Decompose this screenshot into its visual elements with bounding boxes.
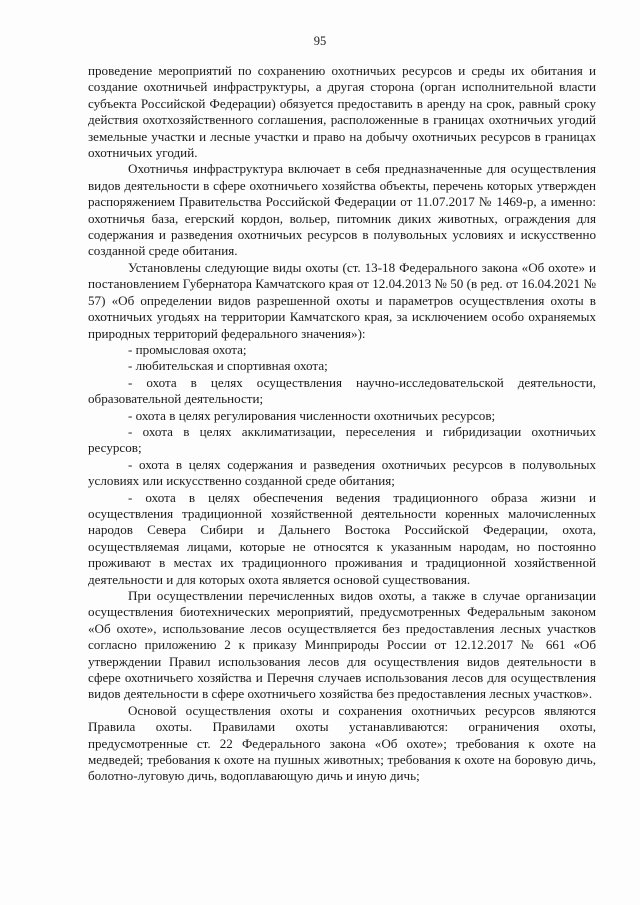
list-item-research: - охота в целях осуществления научно-исследовательской деятельности, образовательной деятельности; xyxy=(88,374,596,407)
paragraph-hunting-rules: Основой осуществления охоты и сохранения охотничьих ресурсов являются Правила охоты. Правилами охоты устанавливаются: ограничения охоты, предусмотренные ст. 22 Федерального закона «Об охоте»; требования к охоте на медведей; требования к охоте на пушных животных; требования к охоте на боровую дичь, болотно-луговую дичь, водоплавающую дичь и иную дичь; xyxy=(88,702,596,784)
list-item-acclimatization: - охота в целях акклиматизации, переселения и гибридизации охотничьих ресурсов; xyxy=(88,423,596,456)
paragraph-infrastructure: Охотничья инфраструктура включает в себя предназначенные для осуществления видов деятельности в сфере охотничьего хозяйства объекты, перечень которых утвержден распоряжением Правительства Российской Федерации от 11.07.2017 № 1469-р, а именно: охотничья база, егерский кордон, вольер, питомник диких животных, ограждения для содержания и разведения охотничьих ресурсов в полувольных условиях и искусственно созданной среде обитания. xyxy=(88,161,596,259)
body-text xyxy=(88,63,596,785)
paragraph-lease-terms: проведение мероприятий по сохранению охотничьих ресурсов и среды их обитания и создание охотничьей инфраструктуры, а другая сторона (орган исполнительной власти субъекта Российской Федерации) обязуется предоставить в аренду на срок, равный сроку действия охотхозяйственного соглашения, расположенные в границах охотничьих угодий земельные участки и лесные участки и право на добычу охотничьих ресурсов в границах охотничьих угодий. xyxy=(88,63,596,161)
list-item-indigenous: - охота в целях обеспечения ведения традиционного образа жизни и осуществления традиционной хозяйственной деятельности коренных малочисленных народов Севера Сибири и Дальнего Востока Российской Федерации, охота, осуществляемая лицами, которые не относятся к указанным народам, но постоянно проживают в местах их традиционного проживания и традиционной хозяйственной деятельности и для которых охота является основой существования. xyxy=(88,489,596,587)
paragraph-hunting-types-intro: Установлены следующие виды охоты (ст. 13-18 Федерального закона «Об охоте» и постановлением Губернатора Камчатского края от 12.04.2013 № 50 (в ред. от 16.04.2021 № 57) «Об определении видов разрешенной охоты и параметров осуществления охоты в охотничьих угодьях на территории Камчатского края, за исключением особо охраняемых природных территорий федерального значения»): xyxy=(88,259,596,341)
list-item-population-control: - охота в целях регулирования численности охотничьих ресурсов; xyxy=(128,407,496,423)
list-item-amateur-sport: - любительская и спортивная охота; xyxy=(128,358,328,374)
paragraph-forest-use: При осуществлении перечисленных видов охоты, а также в случае организации осуществления биотехнических мероприятий, предусмотренных Федеральным законом «Об охоте», использование лесов осуществляется без предоставления лесных участков согласно приложению 2 к приказу Минприроды России от 12.12.2017 № 661 «Об утверждении Правил использования лесов для осуществления видов деятельности в сфере охотничьего хозяйства и Перечня случаев использования лесов для осуществления видов деятельности в сфере охотничьего хозяйства без предоставления лесных участков». xyxy=(88,588,596,702)
list-item-semi-free: - охота в целях содержания и разведения охотничьих ресурсов в полувольных условиях или искусственно созданной среде обитания; xyxy=(88,456,596,489)
list-item-commercial: - промысловая охота; xyxy=(128,341,247,357)
page-number: 95 xyxy=(313,34,327,48)
